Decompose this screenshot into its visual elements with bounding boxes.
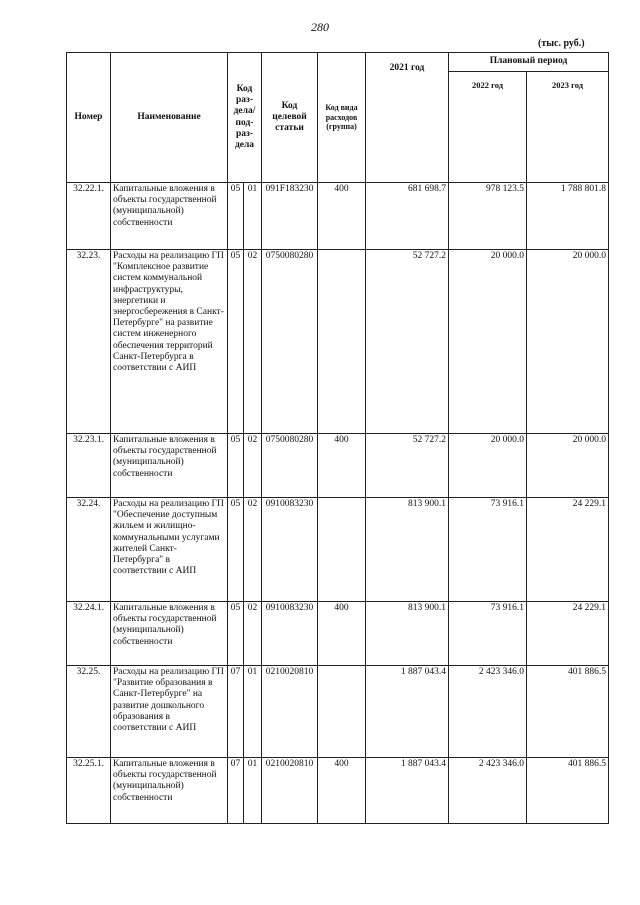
row-number: 32.25.1.: [67, 758, 111, 824]
row-2022: 73 916.1: [449, 498, 527, 602]
row-expense: 400: [318, 183, 366, 250]
header-2021: 2021 год: [366, 53, 449, 183]
row-name: Расходы на реализацию ГП "Обеспечение доступным жильем и жилищно-коммунальными услугами жителей Санкт-Петербурга" в соответствии с АИП: [111, 498, 228, 602]
row-2021: 813 900.1: [366, 602, 449, 666]
row-section: 05: [228, 250, 244, 434]
row-2021: 681 698.7: [366, 183, 449, 250]
header-plan-period: Плановый период: [449, 53, 609, 72]
row-2022: 978 123.5: [449, 183, 527, 250]
table-row: [67, 183, 609, 250]
row-name: Капитальные вложения в объекты государственной (муниципальной) собственности: [111, 434, 228, 498]
row-2023: 24 229.1: [527, 602, 609, 666]
table-row: [67, 758, 609, 824]
row-2023: 20 000.0: [527, 250, 609, 434]
header-2023: 2023 год: [527, 72, 609, 183]
row-2022: 20 000.0: [449, 250, 527, 434]
row-expense: [318, 666, 366, 758]
row-target: 0910083230: [262, 602, 318, 666]
row-2021: 1 887 043.4: [366, 666, 449, 758]
row-expense: 400: [318, 434, 366, 498]
row-section: 05: [228, 602, 244, 666]
row-expense: 400: [318, 758, 366, 824]
row-subsection: 01: [244, 666, 262, 758]
header-section: Код раз-дела/ под-раз-дела: [228, 53, 262, 183]
row-target: 091F183230: [262, 183, 318, 250]
row-subsection: 01: [244, 758, 262, 824]
row-2023: 401 886.5: [527, 666, 609, 758]
row-number: 32.23.1.: [67, 434, 111, 498]
row-subsection: 01: [244, 183, 262, 250]
row-2021: 52 727.2: [366, 434, 449, 498]
row-target: 0750080280: [262, 434, 318, 498]
row-number: 32.24.: [67, 498, 111, 602]
table-row: [67, 434, 609, 498]
row-2021: 813 900.1: [366, 498, 449, 602]
table-row: [67, 498, 609, 602]
row-number: 32.22.1.: [67, 183, 111, 250]
row-expense: 400: [318, 602, 366, 666]
row-2022: 20 000.0: [449, 434, 527, 498]
header-number: Номер: [67, 53, 111, 183]
row-2022: 73 916.1: [449, 602, 527, 666]
row-name: Капитальные вложения в объекты государственной (муниципальной) собственности: [111, 183, 228, 250]
header-expense: Код вида расходов (группа): [318, 53, 366, 183]
row-2021: 1 887 043.4: [366, 758, 449, 824]
row-2023: 1 788 801.8: [527, 183, 609, 250]
row-section: 07: [228, 758, 244, 824]
row-target: 0910083230: [262, 498, 318, 602]
header-target: Код целевой статьи: [262, 53, 318, 183]
row-target: 0750080280: [262, 250, 318, 434]
row-name: Расходы на реализацию ГП "Комплексное развитие систем коммунальной инфраструктуры, энергетики и энергосбережения в Санкт-Петербурге" на развитие систем инженерного обеспечения территорий Санкт-Петербурга в соответствии с АИП: [111, 250, 228, 434]
page-number: 280: [311, 20, 329, 34]
row-subsection: 02: [244, 250, 262, 434]
row-name: Капитальные вложения в объекты государственной (муниципальной) собственности: [111, 602, 228, 666]
header-name: Наименование: [111, 53, 228, 183]
row-subsection: 02: [244, 498, 262, 602]
table-row: [67, 602, 609, 666]
table-row: [67, 666, 609, 758]
row-section: 05: [228, 434, 244, 498]
row-number: 32.24.1.: [67, 602, 111, 666]
row-target: 0210020810: [262, 666, 318, 758]
row-section: 05: [228, 183, 244, 250]
row-2022: 2 423 346.0: [449, 758, 527, 824]
row-subsection: 02: [244, 602, 262, 666]
row-2022: 2 423 346.0: [449, 666, 527, 758]
budget-table: [66, 52, 609, 824]
row-target: 0210020810: [262, 758, 318, 824]
row-2021: 52 727.2: [366, 250, 449, 434]
row-number: 32.25.: [67, 666, 111, 758]
row-2023: 20 000.0: [527, 434, 609, 498]
header-2022: 2022 год: [449, 72, 527, 183]
units-label: (тыс. руб.): [538, 38, 585, 49]
row-section: 05: [228, 498, 244, 602]
row-2023: 24 229.1: [527, 498, 609, 602]
table-row: [67, 250, 609, 434]
row-name: Расходы на реализацию ГП "Развитие образования в Санкт-Петербурге" на развитие дошкольного образования в соответствии с АИП: [111, 666, 228, 758]
row-section: 07: [228, 666, 244, 758]
row-subsection: 02: [244, 434, 262, 498]
row-expense: [318, 250, 366, 434]
row-name: Капитальные вложения в объекты государственной (муниципальной) собственности: [111, 758, 228, 824]
row-2023: 401 886.5: [527, 758, 609, 824]
row-number: 32.23.: [67, 250, 111, 434]
row-expense: [318, 498, 366, 602]
